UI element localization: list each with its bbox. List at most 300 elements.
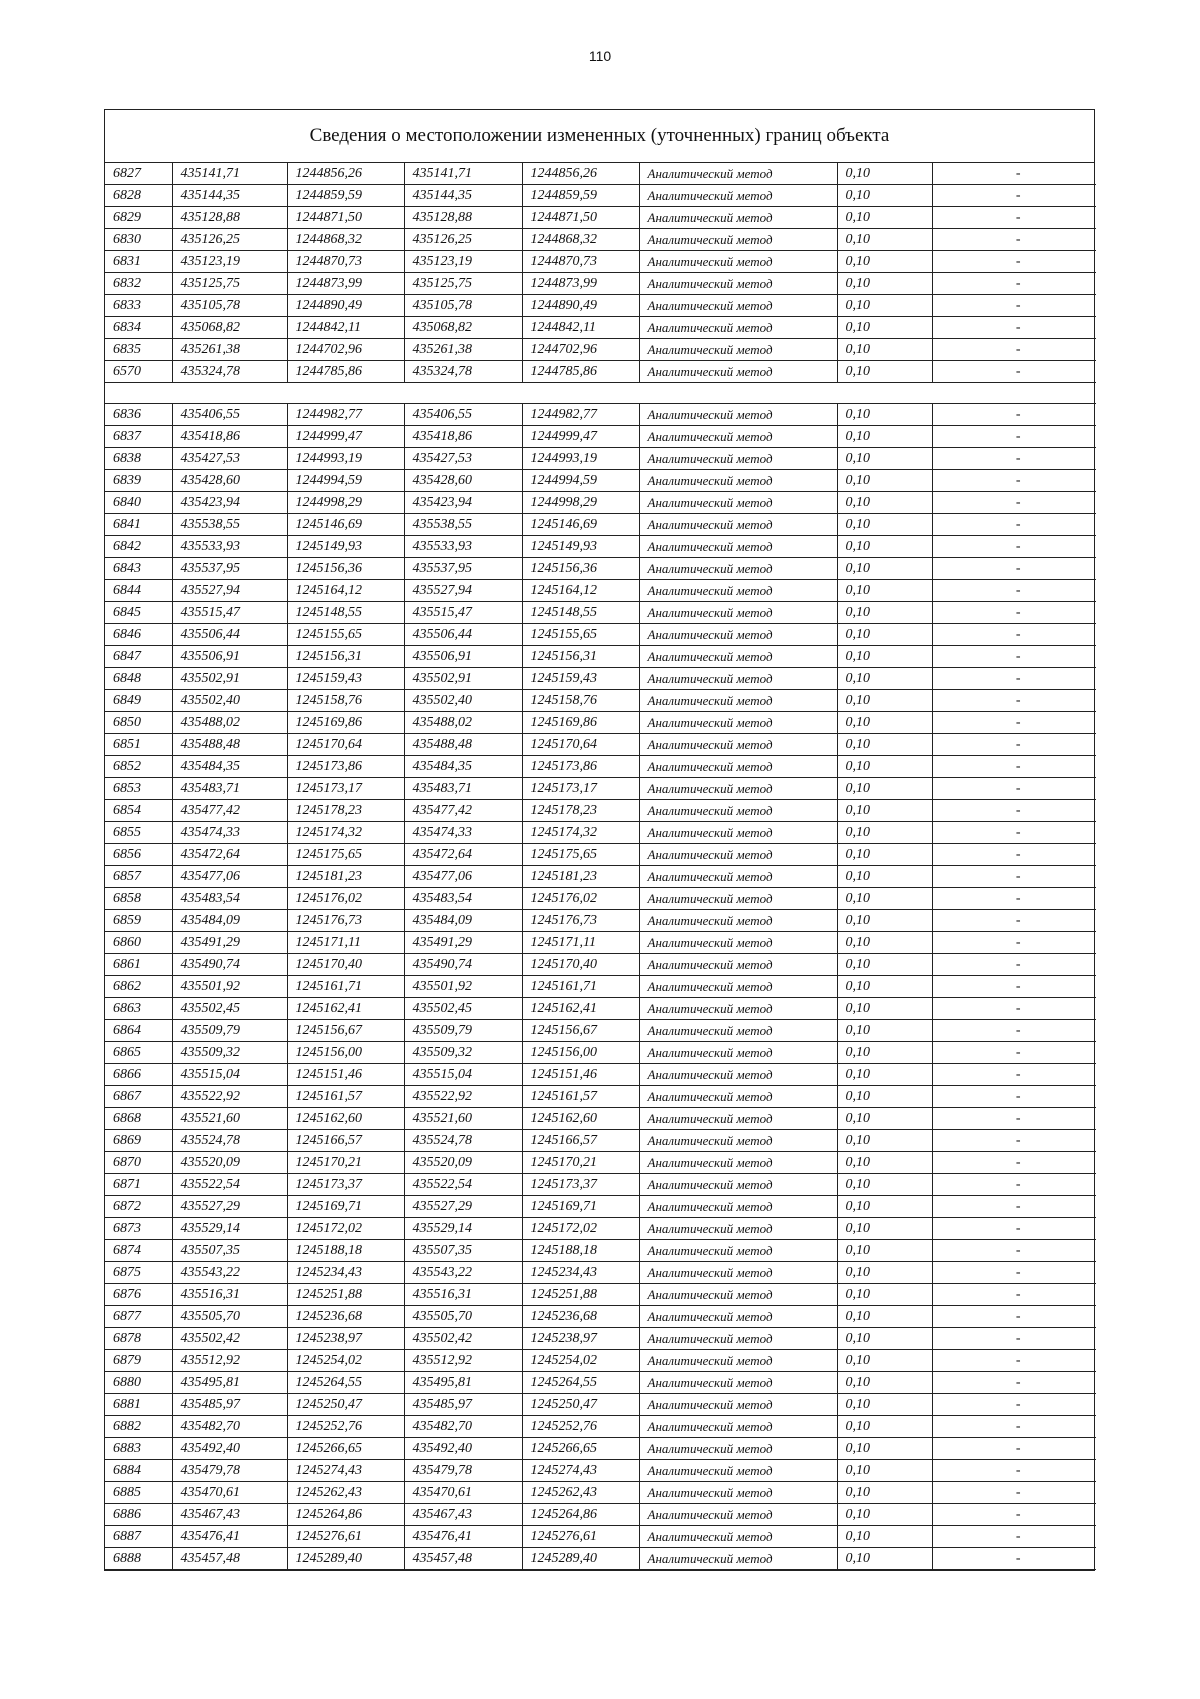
accuracy-cell: 0,10 xyxy=(837,668,932,690)
y-old-cell: 1245289,40 xyxy=(287,1548,404,1570)
y-new-cell: 1245171,11 xyxy=(522,932,639,954)
description-cell: - xyxy=(932,866,1096,888)
point-id-cell: 6878 xyxy=(105,1328,172,1350)
description-cell: - xyxy=(932,251,1096,273)
y-new-cell: 1244859,59 xyxy=(522,185,639,207)
x-old-cell: 435507,35 xyxy=(172,1240,287,1262)
table-row xyxy=(105,1108,1096,1130)
point-id-cell: 6838 xyxy=(105,448,172,470)
description-cell: - xyxy=(932,1218,1096,1240)
y-new-cell: 1245156,67 xyxy=(522,1020,639,1042)
y-new-cell: 1245161,71 xyxy=(522,976,639,998)
y-old-cell: 1245176,02 xyxy=(287,888,404,910)
table-row xyxy=(105,866,1096,888)
method-cell: Аналитический метод xyxy=(639,1328,837,1350)
method-cell: Аналитический метод xyxy=(639,866,837,888)
x-old-cell: 435490,74 xyxy=(172,954,287,976)
method-cell: Аналитический метод xyxy=(639,1372,837,1394)
y-new-cell: 1245169,71 xyxy=(522,1196,639,1218)
method-cell: Аналитический метод xyxy=(639,207,837,229)
method-cell: Аналитический метод xyxy=(639,1262,837,1284)
table-row xyxy=(105,1372,1096,1394)
y-old-cell: 1244993,19 xyxy=(287,448,404,470)
x-new-cell: 435501,92 xyxy=(404,976,522,998)
table-row xyxy=(105,1328,1096,1350)
y-old-cell: 1245264,86 xyxy=(287,1504,404,1526)
y-new-cell: 1245252,76 xyxy=(522,1416,639,1438)
point-id-cell: 6879 xyxy=(105,1350,172,1372)
y-old-cell: 1245170,64 xyxy=(287,734,404,756)
y-new-cell: 1244873,99 xyxy=(522,273,639,295)
table-row xyxy=(105,1130,1096,1152)
x-new-cell: 435427,53 xyxy=(404,448,522,470)
accuracy-cell: 0,10 xyxy=(837,361,932,383)
point-id-cell: 6888 xyxy=(105,1548,172,1570)
description-cell: - xyxy=(932,1108,1096,1130)
y-new-cell: 1245170,64 xyxy=(522,734,639,756)
x-old-cell: 435502,40 xyxy=(172,690,287,712)
y-old-cell: 1245169,71 xyxy=(287,1196,404,1218)
table-row xyxy=(105,1064,1096,1086)
x-old-cell: 435484,09 xyxy=(172,910,287,932)
method-cell: Аналитический метод xyxy=(639,646,837,668)
x-old-cell: 435491,29 xyxy=(172,932,287,954)
y-old-cell: 1245251,88 xyxy=(287,1284,404,1306)
page-number: 110 xyxy=(588,48,612,64)
point-id-cell: 6873 xyxy=(105,1218,172,1240)
description-cell: - xyxy=(932,1306,1096,1328)
x-new-cell: 435125,75 xyxy=(404,273,522,295)
accuracy-cell: 0,10 xyxy=(837,1086,932,1108)
x-new-cell: 435515,47 xyxy=(404,602,522,624)
accuracy-cell: 0,10 xyxy=(837,1064,932,1086)
x-old-cell: 435479,78 xyxy=(172,1460,287,1482)
y-old-cell: 1245276,61 xyxy=(287,1526,404,1548)
y-old-cell: 1245156,67 xyxy=(287,1020,404,1042)
x-new-cell: 435527,94 xyxy=(404,580,522,602)
table-row xyxy=(105,1394,1096,1416)
x-old-cell: 435427,53 xyxy=(172,448,287,470)
point-id-cell: 6857 xyxy=(105,866,172,888)
table-row xyxy=(105,1218,1096,1240)
point-id-cell: 6868 xyxy=(105,1108,172,1130)
accuracy-cell: 0,10 xyxy=(837,558,932,580)
point-id-cell: 6843 xyxy=(105,558,172,580)
method-cell: Аналитический метод xyxy=(639,317,837,339)
x-new-cell: 435128,88 xyxy=(404,207,522,229)
method-cell: Аналитический метод xyxy=(639,690,837,712)
y-old-cell: 1245234,43 xyxy=(287,1262,404,1284)
x-old-cell: 435144,35 xyxy=(172,185,287,207)
point-id-cell: 6842 xyxy=(105,536,172,558)
x-old-cell: 435506,44 xyxy=(172,624,287,646)
point-id-cell: 6845 xyxy=(105,602,172,624)
y-old-cell: 1245262,43 xyxy=(287,1482,404,1504)
method-cell: Аналитический метод xyxy=(639,1504,837,1526)
y-new-cell: 1245155,65 xyxy=(522,624,639,646)
accuracy-cell: 0,10 xyxy=(837,998,932,1020)
description-cell: - xyxy=(932,317,1096,339)
point-id-cell: 6853 xyxy=(105,778,172,800)
description-cell: - xyxy=(932,954,1096,976)
table-row xyxy=(105,339,1096,361)
method-cell: Аналитический метод xyxy=(639,339,837,361)
point-id-cell: 6872 xyxy=(105,1196,172,1218)
x-old-cell: 435521,60 xyxy=(172,1108,287,1130)
point-id-cell: 6864 xyxy=(105,1020,172,1042)
x-new-cell: 435495,81 xyxy=(404,1372,522,1394)
accuracy-cell: 0,10 xyxy=(837,822,932,844)
point-id-cell: 6831 xyxy=(105,251,172,273)
x-old-cell: 435509,79 xyxy=(172,1020,287,1042)
description-cell: - xyxy=(932,822,1096,844)
method-cell: Аналитический метод xyxy=(639,756,837,778)
x-new-cell: 435509,32 xyxy=(404,1042,522,1064)
y-old-cell: 1245161,57 xyxy=(287,1086,404,1108)
table-row xyxy=(105,1460,1096,1482)
method-cell: Аналитический метод xyxy=(639,470,837,492)
point-id-cell: 6851 xyxy=(105,734,172,756)
method-cell: Аналитический метод xyxy=(639,932,837,954)
y-new-cell: 1245170,21 xyxy=(522,1152,639,1174)
x-new-cell: 435484,35 xyxy=(404,756,522,778)
accuracy-cell: 0,10 xyxy=(837,470,932,492)
table-row xyxy=(105,800,1096,822)
x-old-cell: 435126,25 xyxy=(172,229,287,251)
accuracy-cell: 0,10 xyxy=(837,448,932,470)
table-row xyxy=(105,1042,1096,1064)
y-old-cell: 1245146,69 xyxy=(287,514,404,536)
point-id-cell: 6841 xyxy=(105,514,172,536)
x-new-cell: 435482,70 xyxy=(404,1416,522,1438)
x-old-cell: 435502,91 xyxy=(172,668,287,690)
description-cell: - xyxy=(932,295,1096,317)
point-id-cell: 6884 xyxy=(105,1460,172,1482)
description-cell: - xyxy=(932,844,1096,866)
x-old-cell: 435477,42 xyxy=(172,800,287,822)
y-old-cell: 1245164,12 xyxy=(287,580,404,602)
x-old-cell: 435470,61 xyxy=(172,1482,287,1504)
accuracy-cell: 0,10 xyxy=(837,1328,932,1350)
x-new-cell: 435123,19 xyxy=(404,251,522,273)
accuracy-cell: 0,10 xyxy=(837,734,932,756)
x-old-cell: 435537,95 xyxy=(172,558,287,580)
y-old-cell: 1245162,41 xyxy=(287,998,404,1020)
method-cell: Аналитический метод xyxy=(639,1482,837,1504)
x-new-cell: 435506,91 xyxy=(404,646,522,668)
description-cell: - xyxy=(932,1372,1096,1394)
x-new-cell: 435418,86 xyxy=(404,426,522,448)
method-cell: Аналитический метод xyxy=(639,1064,837,1086)
table-row xyxy=(105,602,1096,624)
x-old-cell: 435522,92 xyxy=(172,1086,287,1108)
y-old-cell: 1244856,26 xyxy=(287,163,404,185)
y-old-cell: 1244999,47 xyxy=(287,426,404,448)
y-new-cell: 1245159,43 xyxy=(522,668,639,690)
description-cell: - xyxy=(932,1086,1096,1108)
table-row xyxy=(105,668,1096,690)
x-new-cell: 435505,70 xyxy=(404,1306,522,1328)
point-id-cell: 6882 xyxy=(105,1416,172,1438)
y-new-cell: 1244868,32 xyxy=(522,229,639,251)
table-row xyxy=(105,1240,1096,1262)
method-cell: Аналитический метод xyxy=(639,844,837,866)
method-cell: Аналитический метод xyxy=(639,1416,837,1438)
x-new-cell: 435472,64 xyxy=(404,844,522,866)
y-new-cell: 1245156,00 xyxy=(522,1042,639,1064)
y-new-cell: 1245173,86 xyxy=(522,756,639,778)
x-old-cell: 435527,94 xyxy=(172,580,287,602)
table-row xyxy=(105,273,1096,295)
y-new-cell: 1245188,18 xyxy=(522,1240,639,1262)
point-id-cell: 6827 xyxy=(105,163,172,185)
accuracy-cell: 0,10 xyxy=(837,888,932,910)
x-new-cell: 435512,92 xyxy=(404,1350,522,1372)
y-old-cell: 1245236,68 xyxy=(287,1306,404,1328)
description-cell: - xyxy=(932,361,1096,383)
accuracy-cell: 0,10 xyxy=(837,910,932,932)
y-new-cell: 1245173,17 xyxy=(522,778,639,800)
y-new-cell: 1245151,46 xyxy=(522,1064,639,1086)
y-new-cell: 1245162,41 xyxy=(522,998,639,1020)
x-new-cell: 435543,22 xyxy=(404,1262,522,1284)
description-cell: - xyxy=(932,470,1096,492)
x-new-cell: 435423,94 xyxy=(404,492,522,514)
y-new-cell: 1245181,23 xyxy=(522,866,639,888)
y-new-cell: 1245238,97 xyxy=(522,1328,639,1350)
y-new-cell: 1244871,50 xyxy=(522,207,639,229)
point-id-cell: 6833 xyxy=(105,295,172,317)
table-row xyxy=(105,1504,1096,1526)
y-old-cell: 1244890,49 xyxy=(287,295,404,317)
x-new-cell: 435324,78 xyxy=(404,361,522,383)
table-row xyxy=(105,888,1096,910)
y-new-cell: 1245289,40 xyxy=(522,1548,639,1570)
y-old-cell: 1245169,86 xyxy=(287,712,404,734)
description-cell: - xyxy=(932,273,1096,295)
description-cell: - xyxy=(932,668,1096,690)
method-cell: Аналитический метод xyxy=(639,1460,837,1482)
description-cell: - xyxy=(932,1196,1096,1218)
description-cell: - xyxy=(932,1504,1096,1526)
y-new-cell: 1245172,02 xyxy=(522,1218,639,1240)
table-row xyxy=(105,1350,1096,1372)
y-new-cell: 1245251,88 xyxy=(522,1284,639,1306)
method-cell: Аналитический метод xyxy=(639,1218,837,1240)
point-id-cell: 6860 xyxy=(105,932,172,954)
y-new-cell: 1245262,43 xyxy=(522,1482,639,1504)
description-cell: - xyxy=(932,1130,1096,1152)
accuracy-cell: 0,10 xyxy=(837,251,932,273)
description-cell: - xyxy=(932,1438,1096,1460)
y-old-cell: 1245250,47 xyxy=(287,1394,404,1416)
y-old-cell: 1245173,17 xyxy=(287,778,404,800)
x-new-cell: 435488,48 xyxy=(404,734,522,756)
method-cell: Аналитический метод xyxy=(639,800,837,822)
y-old-cell: 1245156,36 xyxy=(287,558,404,580)
description-cell: - xyxy=(932,163,1096,185)
table-row xyxy=(105,580,1096,602)
y-old-cell: 1245148,55 xyxy=(287,602,404,624)
accuracy-cell: 0,10 xyxy=(837,1020,932,1042)
x-new-cell: 435502,45 xyxy=(404,998,522,1020)
accuracy-cell: 0,10 xyxy=(837,273,932,295)
y-new-cell: 1244998,29 xyxy=(522,492,639,514)
method-cell: Аналитический метод xyxy=(639,514,837,536)
x-new-cell: 435406,55 xyxy=(404,404,522,426)
method-cell: Аналитический метод xyxy=(639,1196,837,1218)
y-new-cell: 1245266,65 xyxy=(522,1438,639,1460)
description-cell: - xyxy=(932,1174,1096,1196)
accuracy-cell: 0,10 xyxy=(837,1042,932,1064)
description-cell: - xyxy=(932,602,1096,624)
x-old-cell: 435474,33 xyxy=(172,822,287,844)
x-old-cell: 435476,41 xyxy=(172,1526,287,1548)
point-id-cell: 6849 xyxy=(105,690,172,712)
point-id-cell: 6887 xyxy=(105,1526,172,1548)
description-cell: - xyxy=(932,185,1096,207)
y-old-cell: 1245252,76 xyxy=(287,1416,404,1438)
y-old-cell: 1245175,65 xyxy=(287,844,404,866)
description-cell: - xyxy=(932,624,1096,646)
y-old-cell: 1245155,65 xyxy=(287,624,404,646)
x-old-cell: 435105,78 xyxy=(172,295,287,317)
y-new-cell: 1244785,86 xyxy=(522,361,639,383)
y-new-cell: 1245158,76 xyxy=(522,690,639,712)
y-old-cell: 1245173,37 xyxy=(287,1174,404,1196)
point-id-cell: 6880 xyxy=(105,1372,172,1394)
y-old-cell: 1245170,21 xyxy=(287,1152,404,1174)
point-id-cell: 6848 xyxy=(105,668,172,690)
accuracy-cell: 0,10 xyxy=(837,536,932,558)
x-old-cell: 435482,70 xyxy=(172,1416,287,1438)
point-id-cell: 6846 xyxy=(105,624,172,646)
description-cell: - xyxy=(932,1240,1096,1262)
x-old-cell: 435324,78 xyxy=(172,361,287,383)
description-cell: - xyxy=(932,756,1096,778)
accuracy-cell: 0,10 xyxy=(837,712,932,734)
table-row xyxy=(105,1416,1096,1438)
x-old-cell: 435484,35 xyxy=(172,756,287,778)
accuracy-cell: 0,10 xyxy=(837,778,932,800)
x-old-cell: 435485,97 xyxy=(172,1394,287,1416)
x-old-cell: 435522,54 xyxy=(172,1174,287,1196)
point-id-cell: 6876 xyxy=(105,1284,172,1306)
y-old-cell: 1245170,40 xyxy=(287,954,404,976)
accuracy-cell: 0,10 xyxy=(837,1108,932,1130)
x-new-cell: 435491,29 xyxy=(404,932,522,954)
method-cell: Аналитический метод xyxy=(639,426,837,448)
accuracy-cell: 0,10 xyxy=(837,514,932,536)
y-new-cell: 1245174,32 xyxy=(522,822,639,844)
description-cell: - xyxy=(932,580,1096,602)
method-cell: Аналитический метод xyxy=(639,536,837,558)
x-new-cell: 435507,35 xyxy=(404,1240,522,1262)
accuracy-cell: 0,10 xyxy=(837,229,932,251)
x-new-cell: 435428,60 xyxy=(404,470,522,492)
table-row xyxy=(105,207,1096,229)
description-cell: - xyxy=(932,536,1096,558)
contour-separator-row xyxy=(105,383,1096,404)
point-id-cell: 6844 xyxy=(105,580,172,602)
table-row xyxy=(105,1152,1096,1174)
method-cell: Аналитический метод xyxy=(639,295,837,317)
y-new-cell: 1245264,86 xyxy=(522,1504,639,1526)
description-cell: - xyxy=(932,426,1096,448)
point-id-cell: 6830 xyxy=(105,229,172,251)
description-cell: - xyxy=(932,800,1096,822)
description-cell: - xyxy=(932,998,1096,1020)
table-row xyxy=(105,251,1096,273)
x-old-cell: 435428,60 xyxy=(172,470,287,492)
method-cell: Аналитический метод xyxy=(639,998,837,1020)
method-cell: Аналитический метод xyxy=(639,1240,837,1262)
x-new-cell: 435467,43 xyxy=(404,1504,522,1526)
y-new-cell: 1244982,77 xyxy=(522,404,639,426)
accuracy-cell: 0,10 xyxy=(837,1416,932,1438)
table-row xyxy=(105,1020,1096,1042)
method-cell: Аналитический метод xyxy=(639,1152,837,1174)
y-old-cell: 1244870,73 xyxy=(287,251,404,273)
table-row xyxy=(105,470,1096,492)
point-id-cell: 6837 xyxy=(105,426,172,448)
boundary-table-frame xyxy=(104,109,1095,1571)
accuracy-cell: 0,10 xyxy=(837,339,932,361)
point-id-cell: 6866 xyxy=(105,1064,172,1086)
x-old-cell: 435538,55 xyxy=(172,514,287,536)
method-cell: Аналитический метод xyxy=(639,1548,837,1570)
y-new-cell: 1245176,73 xyxy=(522,910,639,932)
point-id-cell: 6836 xyxy=(105,404,172,426)
point-id-cell: 6859 xyxy=(105,910,172,932)
accuracy-cell: 0,10 xyxy=(837,690,932,712)
description-cell: - xyxy=(932,229,1096,251)
separator-cell xyxy=(105,383,1096,404)
table-row xyxy=(105,624,1096,646)
y-old-cell: 1245158,76 xyxy=(287,690,404,712)
x-new-cell: 435144,35 xyxy=(404,185,522,207)
y-old-cell: 1245178,23 xyxy=(287,800,404,822)
y-new-cell: 1245166,57 xyxy=(522,1130,639,1152)
x-old-cell: 435520,09 xyxy=(172,1152,287,1174)
x-new-cell: 435516,31 xyxy=(404,1284,522,1306)
x-new-cell: 435105,78 xyxy=(404,295,522,317)
y-new-cell: 1244993,19 xyxy=(522,448,639,470)
table-row xyxy=(105,1306,1096,1328)
point-id-cell: 6858 xyxy=(105,888,172,910)
accuracy-cell: 0,10 xyxy=(837,317,932,339)
accuracy-cell: 0,10 xyxy=(837,1196,932,1218)
method-cell: Аналитический метод xyxy=(639,580,837,602)
x-new-cell: 435502,42 xyxy=(404,1328,522,1350)
point-id-cell: 6847 xyxy=(105,646,172,668)
description-cell: - xyxy=(932,1482,1096,1504)
accuracy-cell: 0,10 xyxy=(837,1394,932,1416)
method-cell: Аналитический метод xyxy=(639,734,837,756)
x-old-cell: 435505,70 xyxy=(172,1306,287,1328)
method-cell: Аналитический метод xyxy=(639,1086,837,1108)
y-old-cell: 1244982,77 xyxy=(287,404,404,426)
description-cell: - xyxy=(932,888,1096,910)
y-old-cell: 1245161,71 xyxy=(287,976,404,998)
point-id-cell: 6865 xyxy=(105,1042,172,1064)
y-new-cell: 1245276,61 xyxy=(522,1526,639,1548)
accuracy-cell: 0,10 xyxy=(837,1218,932,1240)
method-cell: Аналитический метод xyxy=(639,888,837,910)
x-new-cell: 435141,71 xyxy=(404,163,522,185)
y-old-cell: 1244859,59 xyxy=(287,185,404,207)
description-cell: - xyxy=(932,1328,1096,1350)
